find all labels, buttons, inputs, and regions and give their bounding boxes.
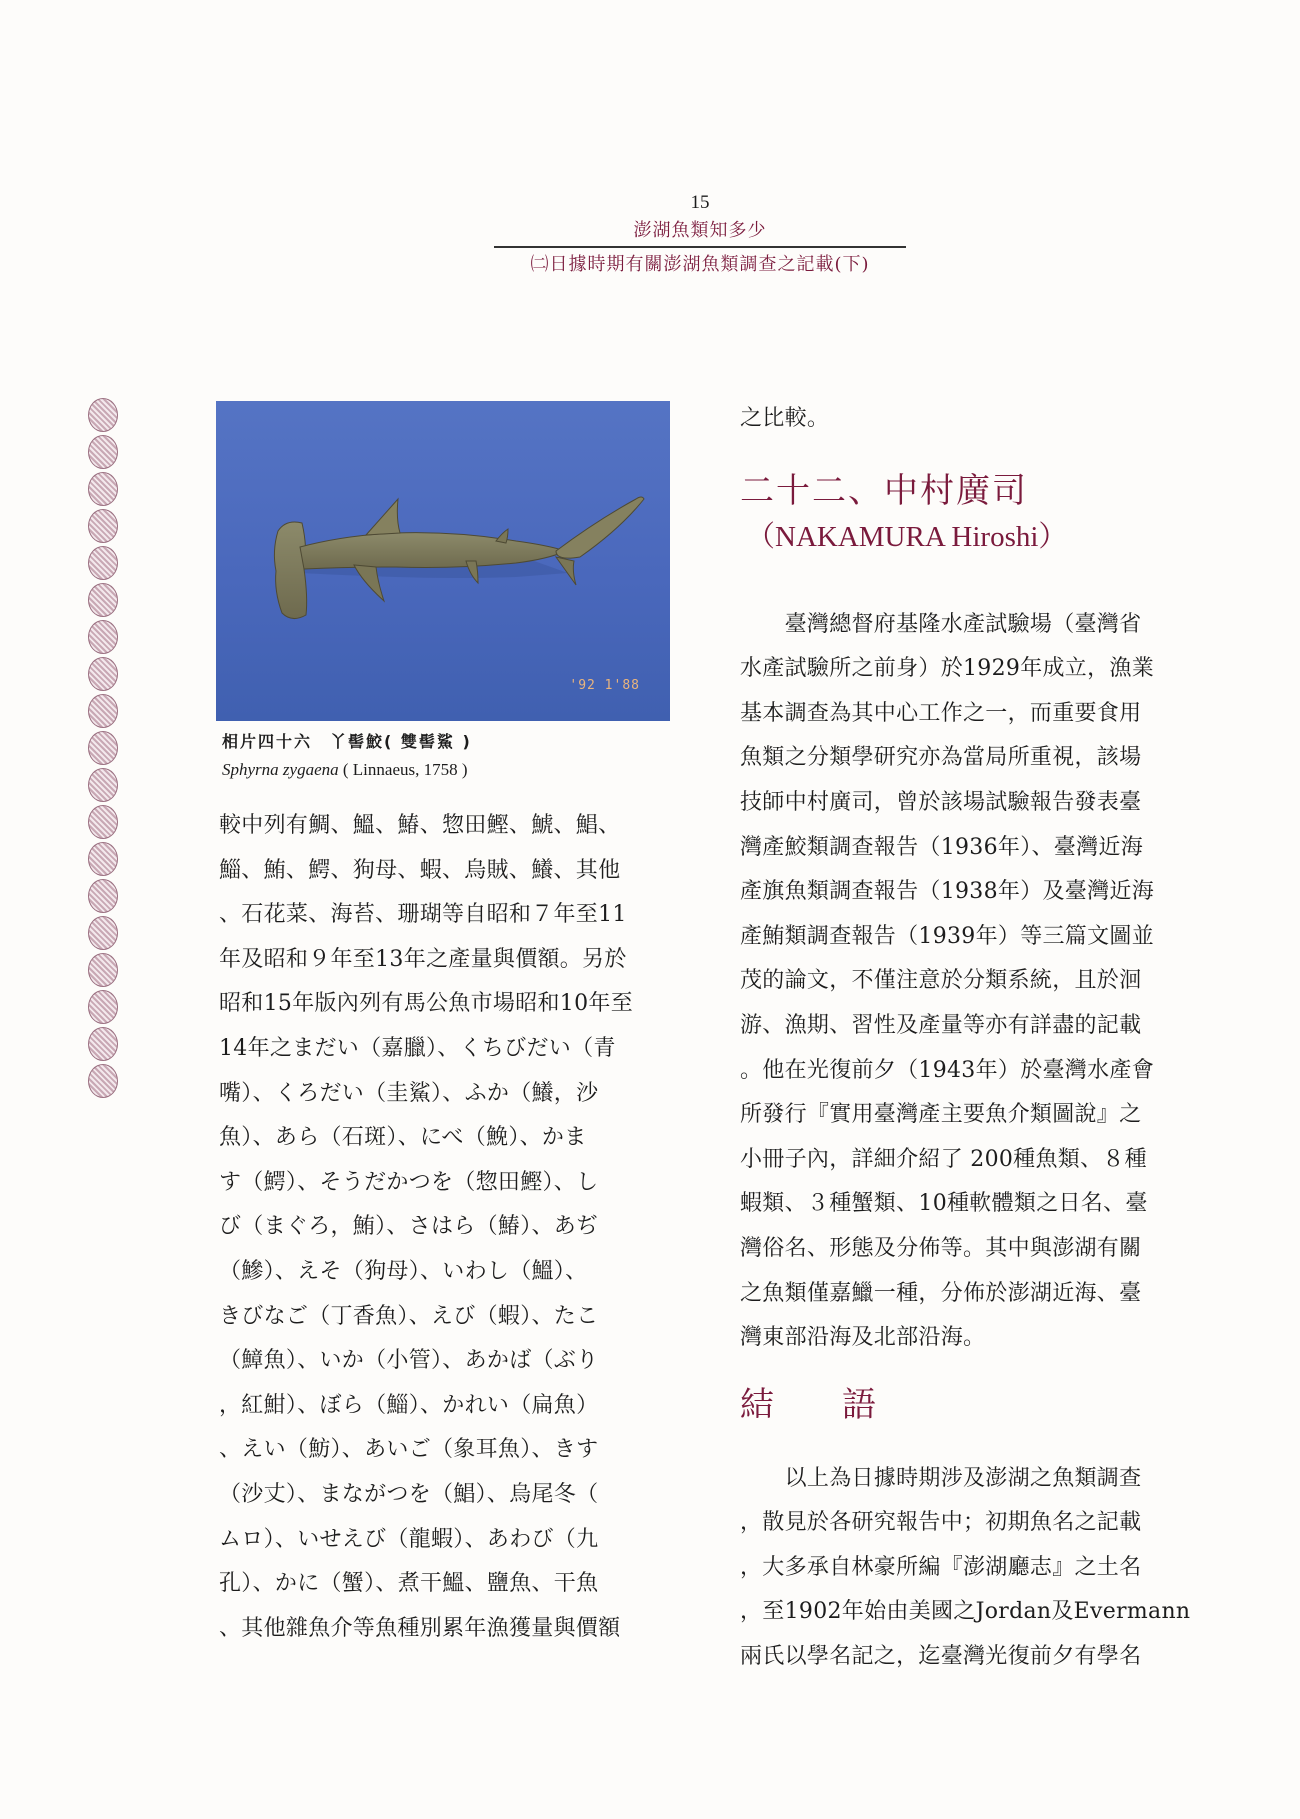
text-line: 蝦類、３種蟹類、10種軟體類之日名、臺 [740,1191,1148,1217]
left-column-text [219,804,669,1651]
text-line: 基本調查為其中心工作之一，而重要食用 [740,700,1142,726]
text-line: きびなご（丁香魚）、えび（蝦）、たこ [219,1303,599,1329]
text-line: 灣東部沿海及北部沿海。 [740,1325,986,1351]
series-title: 澎湖魚類知多少 [633,220,767,241]
text-line: 灣產鮫類調查報告（1936年）、臺灣近海 [740,834,1143,860]
text-line: （鱆魚）、いか（小管）、あかば（ぶり [219,1348,599,1374]
text-line: ，紅魽）、ぼら（鯔）、かれい（扁魚） [219,1392,599,1418]
caption-genus-species: Sphyrna zygaena [222,760,339,779]
page-number: 15 [690,192,710,213]
text-line: 茂的論文，不僅注意於分類系統，且於洄 [740,968,1142,994]
caption-chinese: 相片四十六 丫髻鮫( 雙髻鯊 ) [222,732,472,751]
ornament-bead [88,398,118,432]
text-line: 產鮪類調查報告（1939年）等三篇文圖並 [740,923,1154,949]
hammerhead-shark-photo [216,401,670,721]
ornament-bead [88,731,118,765]
shark-figure [216,401,670,721]
caption-scientific-name [222,756,682,784]
ornament-bead [88,953,118,987]
text-line: 灣俗名、形態及分佈等。其中與澎湖有關 [740,1235,1142,1261]
text-line: 、其他雜魚介等魚種別累年漁獲量與價額 [219,1615,621,1641]
text-line: （鰺）、えそ（狗母）、いわし（鰮）、 [219,1258,588,1284]
ornament-bead [88,620,118,654]
text-line: す（鰐）、そうだかつを（惣田鰹）、し [219,1169,599,1195]
text-line: 、えい（魴）、あいご（象耳魚）、きす [219,1437,599,1463]
text-line: 水產試驗所之前身）於1929年成立，漁業 [740,656,1154,682]
text-line: ，大多承自林豪所編『澎湖廳志』之土名 [740,1554,1142,1580]
section-title: ㈡日據時期有關澎湖魚類調查之記載(下) [530,254,870,275]
text-line: 之魚類僅嘉鱲一種，分佈於澎湖近海、臺 [740,1280,1142,1306]
text-line: 孔）、かに（蟹）、煮干鰮、鹽魚、干魚 [219,1571,599,1597]
ornament-bead [88,509,118,543]
running-header [490,190,910,282]
ornament-bead [88,694,118,728]
right-column-text [740,397,1191,1680]
ornament-bead [88,472,118,506]
text-line: 游、漁期、習性及產量等亦有詳盡的記載 [740,1012,1142,1038]
photo-date-stamp: '92 1'88 [569,678,640,693]
ornament-bead [88,879,118,913]
text-line: 魚）、あら（石斑）、にべ（鮸）、かま [219,1125,587,1151]
ornament-bead [88,657,118,691]
text-line: 嘴）、くろだい（圭鯊）、ふか（鱶，沙 [219,1080,599,1106]
text-line: 臺灣總督府基隆水產試驗場（臺灣省 [740,611,1142,637]
hammerhead-shark-illustration [216,401,670,721]
conclusion-heading: 結 語 [740,1384,876,1425]
text-line: 。他在光復前夕（1943年）於臺灣水產會 [740,1057,1154,1083]
ornament-bead [88,1064,118,1098]
text-line: 魚類之分類學研究亦為當局所重視，該場 [740,745,1142,771]
text-line: 、石花菜、海苔、珊瑚等自昭和７年至11 [219,902,627,928]
paragraph-nakamura [740,603,1180,1361]
text-line: ，至1902年始由美國之Jordan及Evermann [740,1599,1191,1625]
text-line: 較中列有鯛、鰮、鰆、惣田鰹、鯱、鯧、 [219,813,621,838]
text-line: び（まぐろ，鮪）、さはら（鰆）、あぢ [219,1214,599,1240]
paragraph-conclusion [740,1457,1191,1680]
ornament-bead [88,546,118,580]
text-line: 產旗魚類調查報告（1938年）及臺灣近海 [740,879,1154,905]
ornament-bead [88,768,118,802]
figure-caption [222,728,682,784]
text-line: 14年之まだい（嘉臘）、くちびだい（青 [219,1035,616,1061]
text-line: 小冊子內，詳細介紹了 200種魚類、８種 [740,1146,1147,1172]
ornament-bead [88,916,118,950]
subsection-heading-romanized: （NAKAMURA Hiroshi） [746,520,1068,553]
text-line: （沙丈）、まながつを（鯧）、烏尾冬（ [219,1481,599,1507]
text-line: 年及昭和９年至13年之產量與價額。另於 [219,946,627,972]
text-line: 昭和15年版內列有馬公魚市場昭和10年至 [219,991,633,1017]
text-line: ムロ）、いせえび（龍蝦）、あわび（九 [219,1526,599,1552]
text-line: 兩氏以學名記之，迄臺灣光復前夕有學名 [740,1644,1142,1670]
text-line: ，散見於各研究報告中；初期魚名之記載 [740,1510,1142,1536]
text-line: 技師中村廣司，曾於該場試驗報告發表臺 [740,789,1142,815]
ornament-bead [88,842,118,876]
caption-authority: ( Linnaeus, 1758 ) [338,760,468,779]
side-ornament [88,398,122,1101]
subsection-heading: 二十二、中村廣司 [740,470,1028,511]
ornament-bead [88,805,118,839]
text-line: 以上為日據時期涉及澎湖之魚類調查 [740,1465,1142,1491]
ornament-bead [88,990,118,1024]
ornament-bead [88,1027,118,1061]
ornament-bead [88,583,118,617]
text-line: 鯔、鮪、鰐、狗母、蝦、烏賊、鱶、其他 [219,857,621,883]
text-line: 所發行『實用臺灣產主要魚介類圖說』之 [740,1102,1142,1128]
intro-line: 之比較。 [740,406,830,431]
ornament-bead [88,435,118,469]
